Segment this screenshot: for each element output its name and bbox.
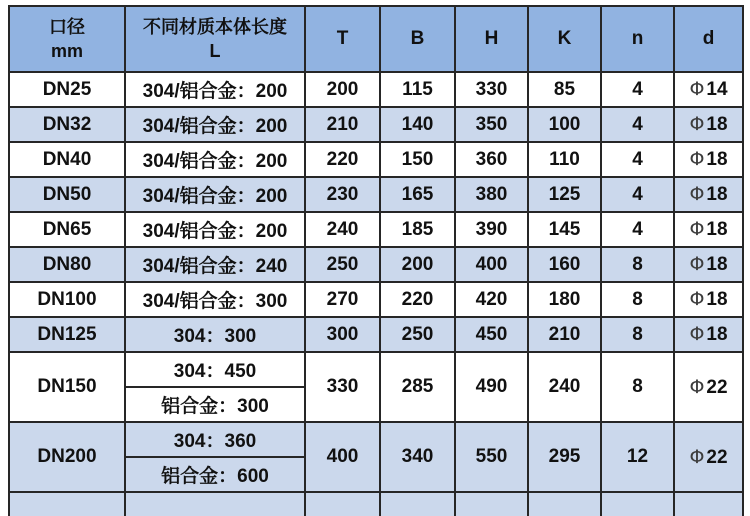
col-header-b: B (380, 6, 455, 72)
cell-n: 8 (601, 352, 674, 422)
phi-symbol: Φ (689, 323, 705, 345)
cell-empty (125, 492, 305, 516)
cell-t: 400 (305, 422, 380, 492)
cell-length-aluminum: 铝合金：300 (125, 387, 305, 422)
cell-k: 180 (528, 282, 601, 317)
table-row-dn25 (9, 72, 743, 107)
cell-d (674, 317, 743, 352)
cell-length: 304/铝合金：200 (125, 107, 305, 142)
cell-t: 220 (305, 142, 380, 177)
cell-length: 304/铝合金：240 (125, 247, 305, 282)
cell-h: 490 (455, 352, 528, 422)
col-header-length (125, 6, 305, 72)
d-value: 14 (706, 79, 728, 100)
cell-b: 220 (380, 282, 455, 317)
cell-k: 125 (528, 177, 601, 212)
phi-symbol: Φ (689, 78, 705, 100)
phi-symbol: Φ (689, 113, 705, 135)
cell-d (674, 142, 743, 177)
cell-b: 165 (380, 177, 455, 212)
cell-k: 145 (528, 212, 601, 247)
cell-k: 85 (528, 72, 601, 107)
cell-k: 240 (528, 352, 601, 422)
phi-symbol: Φ (689, 253, 705, 275)
table-row-dn125 (9, 317, 743, 352)
table-row-partial (9, 492, 743, 516)
cell-k: 295 (528, 422, 601, 492)
cell-n: 4 (601, 177, 674, 212)
d-value: 18 (706, 114, 728, 135)
cell-h: 390 (455, 212, 528, 247)
cell-dn: DN80 (9, 247, 125, 282)
cell-length: 304/铝合金：200 (125, 142, 305, 177)
cell-k: 100 (528, 107, 601, 142)
table-row-dn200 (9, 422, 743, 457)
cell-length: 304/铝合金：300 (125, 282, 305, 317)
cell-n: 4 (601, 212, 674, 247)
cell-n: 8 (601, 317, 674, 352)
cell-dn: DN40 (9, 142, 125, 177)
d-value: 18 (706, 254, 728, 275)
cell-b: 285 (380, 352, 455, 422)
cell-t: 210 (305, 107, 380, 142)
cell-t: 250 (305, 247, 380, 282)
cell-dn: DN100 (9, 282, 125, 317)
cell-length-aluminum: 铝合金：600 (125, 457, 305, 492)
cell-k: 160 (528, 247, 601, 282)
cell-d (674, 177, 743, 212)
cell-d (674, 212, 743, 247)
phi-symbol: Φ (689, 445, 705, 468)
table-row-dn40 (9, 142, 743, 177)
cell-n: 8 (601, 247, 674, 282)
cell-dn: DN150 (9, 352, 125, 422)
cell-d (674, 352, 743, 422)
cell-n: 8 (601, 282, 674, 317)
cell-d (674, 247, 743, 282)
cell-n: 4 (601, 72, 674, 107)
cell-d (674, 107, 743, 142)
phi-symbol: Φ (689, 183, 705, 205)
col-header-diameter-cn: 口径 (49, 16, 85, 37)
cell-t: 200 (305, 72, 380, 107)
cell-d (674, 282, 743, 317)
d-value: 18 (706, 149, 728, 170)
col-header-diameter-unit: mm (50, 41, 83, 61)
cell-dn: DN65 (9, 212, 125, 247)
cell-h: 550 (455, 422, 528, 492)
cell-empty (601, 492, 674, 516)
table-row-dn100 (9, 282, 743, 317)
table-row-dn32 (9, 107, 743, 142)
table-row-dn50 (9, 177, 743, 212)
col-header-length-symbol: L (209, 41, 221, 61)
cell-dn: DN200 (9, 422, 125, 492)
col-header-k: K (528, 6, 601, 72)
cell-length-304: 304：450 (125, 352, 305, 387)
cell-n: 12 (601, 422, 674, 492)
cell-t: 230 (305, 177, 380, 212)
cell-n: 4 (601, 142, 674, 177)
cell-b: 340 (380, 422, 455, 492)
cell-b: 200 (380, 247, 455, 282)
cell-dn: DN125 (9, 317, 125, 352)
cell-k: 210 (528, 317, 601, 352)
cell-d (674, 72, 743, 107)
cell-dn: DN32 (9, 107, 125, 142)
cell-empty (9, 492, 125, 516)
table-row-dn80 (9, 247, 743, 282)
cell-t: 300 (305, 317, 380, 352)
cell-n: 4 (601, 107, 674, 142)
d-value: 18 (706, 219, 728, 240)
phi-symbol: Φ (689, 218, 705, 240)
cell-k: 110 (528, 142, 601, 177)
cell-length: 304/铝合金：200 (125, 72, 305, 107)
cell-length: 304/铝合金：200 (125, 177, 305, 212)
col-header-n: n (601, 6, 674, 72)
cell-b: 185 (380, 212, 455, 247)
cell-h: 330 (455, 72, 528, 107)
cell-d (674, 422, 743, 492)
cell-empty (305, 492, 380, 516)
d-value: 22 (706, 376, 728, 398)
d-value: 18 (706, 324, 728, 345)
phi-symbol: Φ (689, 375, 705, 398)
d-value: 18 (706, 289, 728, 310)
col-header-d: d (674, 6, 743, 72)
cell-h: 380 (455, 177, 528, 212)
table-row-dn65 (9, 212, 743, 247)
cell-empty (455, 492, 528, 516)
cell-empty (528, 492, 601, 516)
cell-length: 304：300 (125, 317, 305, 352)
cell-empty (674, 492, 743, 516)
cell-b: 150 (380, 142, 455, 177)
cell-t: 330 (305, 352, 380, 422)
cell-h: 420 (455, 282, 528, 317)
col-header-h: H (455, 6, 528, 72)
cell-t: 270 (305, 282, 380, 317)
cell-t: 240 (305, 212, 380, 247)
cell-b: 140 (380, 107, 455, 142)
d-value: 22 (706, 446, 728, 468)
cell-b: 250 (380, 317, 455, 352)
cell-b: 115 (380, 72, 455, 107)
cell-empty (380, 492, 455, 516)
table-row-dn150 (9, 352, 743, 387)
cell-length: 304/铝合金：200 (125, 212, 305, 247)
cell-dn: DN25 (9, 72, 125, 107)
cell-h: 400 (455, 247, 528, 282)
phi-symbol: Φ (689, 288, 705, 310)
cell-h: 360 (455, 142, 528, 177)
cell-h: 350 (455, 107, 528, 142)
col-header-diameter (9, 6, 125, 72)
dimension-spec-table (8, 5, 744, 516)
phi-symbol: Φ (689, 148, 705, 170)
cell-dn: DN50 (9, 177, 125, 212)
cell-length-304: 304：360 (125, 422, 305, 457)
col-header-t: T (305, 6, 380, 72)
header-row (9, 6, 743, 72)
d-value: 18 (706, 184, 728, 205)
col-header-length-cn: 不同材质本体长度 (143, 16, 287, 37)
cell-h: 450 (455, 317, 528, 352)
